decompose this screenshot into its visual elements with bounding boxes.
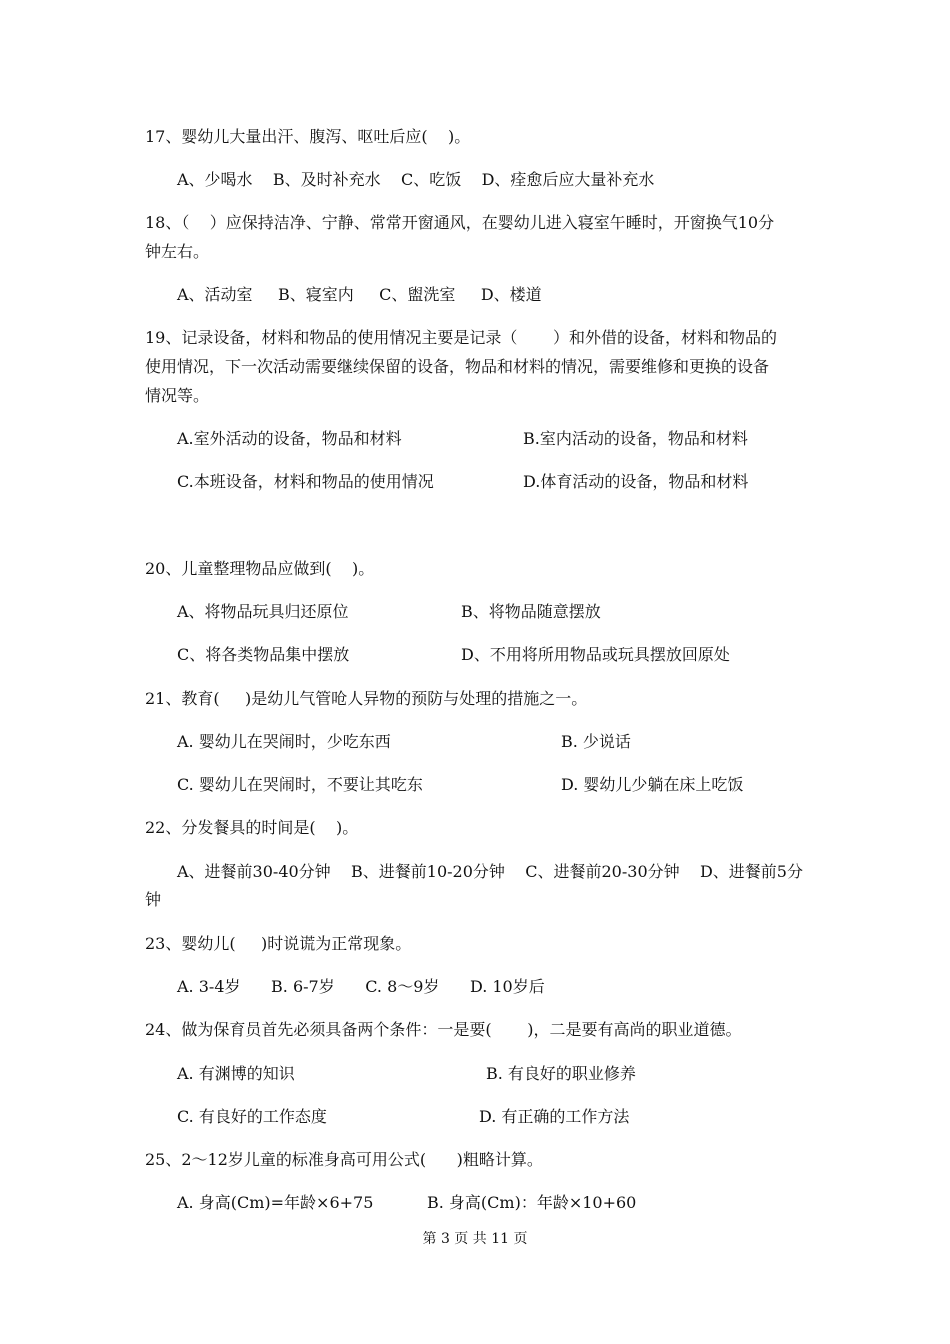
question-20-stem: 20、儿童整理物品应做到( )。 bbox=[145, 559, 375, 578]
question-24-stem: 24、做为保育员首先必须具备两个条件：一是要( )，二是要有高尚的职业道德。 bbox=[145, 1020, 742, 1039]
question-22-options-line-1: A、进餐前30-40分钟 B、进餐前10-20分钟 C、进餐前20-30分钟 D、进餐前5分 bbox=[177, 862, 803, 881]
question-24-option-c: C. 有良好的工作态度 bbox=[177, 1107, 327, 1126]
question-19-option-d: D.体育活动的设备，物品和材料 bbox=[523, 472, 749, 491]
question-20-option-c: C、将各类物品集中摆放 bbox=[177, 645, 350, 664]
page-footer: 第 3 页 共 11 页 bbox=[422, 1231, 528, 1247]
question-17-stem: 17、婴幼儿大量出汗、腹泻、呕吐后应( )。 bbox=[145, 127, 471, 146]
question-19-option-a: A.室外活动的设备，物品和材料 bbox=[177, 429, 402, 448]
question-19-option-c: C.本班设备，材料和物品的使用情况 bbox=[177, 472, 434, 491]
question-18-stem-line-1: 18、（ ）应保持洁净、宁静、常常开窗通风，在婴幼儿进入寝室午睡时，开窗换气10分 bbox=[145, 213, 775, 232]
question-20-option-b: B、将物品随意摆放 bbox=[461, 602, 601, 621]
question-20-option-d: D、不用将所用物品或玩具摆放回原处 bbox=[461, 645, 730, 664]
question-19-option-b: B.室内活动的设备，物品和材料 bbox=[523, 429, 748, 448]
question-19-stem-line-1: 19、记录设备，材料和物品的使用情况主要是记录（ ）和外借的设备，材料和物品的 bbox=[145, 328, 777, 347]
question-22-options-line-2: 钟 bbox=[145, 890, 162, 909]
question-18-options: A、活动室 B、寝室内 C、盥洗室 D、楼道 bbox=[177, 285, 542, 304]
question-21-option-c: C. 婴幼儿在哭闹时，不要让其吃东 bbox=[177, 775, 423, 794]
question-24-option-b: B. 有良好的职业修养 bbox=[486, 1064, 636, 1083]
question-21-option-d: D. 婴幼儿少躺在床上吃饭 bbox=[561, 775, 744, 794]
question-21-stem: 21、教育( )是幼儿气管呛人异物的预防与处理的措施之一。 bbox=[145, 689, 588, 708]
question-21-option-a: A. 婴幼儿在哭闹时，少吃东西 bbox=[177, 732, 391, 751]
question-19-stem-line-2: 使用情况，下一次活动需要继续保留的设备，物品和材料的情况，需要维修和更换的设备 bbox=[145, 357, 770, 376]
question-20-option-a: A、将物品玩具归还原位 bbox=[177, 602, 349, 621]
question-25-option-b: B. 身高(Cm)：年龄×10+60 bbox=[427, 1193, 637, 1212]
question-22-stem: 22、分发餐具的时间是( )。 bbox=[145, 818, 359, 837]
question-23-stem: 23、婴幼儿( )时说谎为正常现象。 bbox=[145, 934, 412, 953]
question-18-stem-line-2: 钟左右。 bbox=[145, 242, 210, 261]
question-23-options: A. 3-4岁 B. 6-7岁 C. 8～9岁 D. 10岁后 bbox=[177, 977, 545, 996]
question-24-option-a: A. 有渊博的知识 bbox=[177, 1064, 295, 1083]
question-24-option-d: D. 有正确的工作方法 bbox=[479, 1107, 630, 1126]
question-21-option-b: B. 少说话 bbox=[561, 732, 631, 751]
question-19-stem-line-3: 情况等。 bbox=[145, 386, 210, 405]
question-25-option-a: A. 身高(Cm)=年龄×6+75 bbox=[177, 1193, 374, 1212]
question-17-options: A、少喝水 B、及时补充水 C、吃饭 D、痊愈后应大量补充水 bbox=[177, 170, 655, 189]
question-25-stem: 25、2～12岁儿童的标准身高可用公式( )粗略计算。 bbox=[145, 1150, 543, 1169]
